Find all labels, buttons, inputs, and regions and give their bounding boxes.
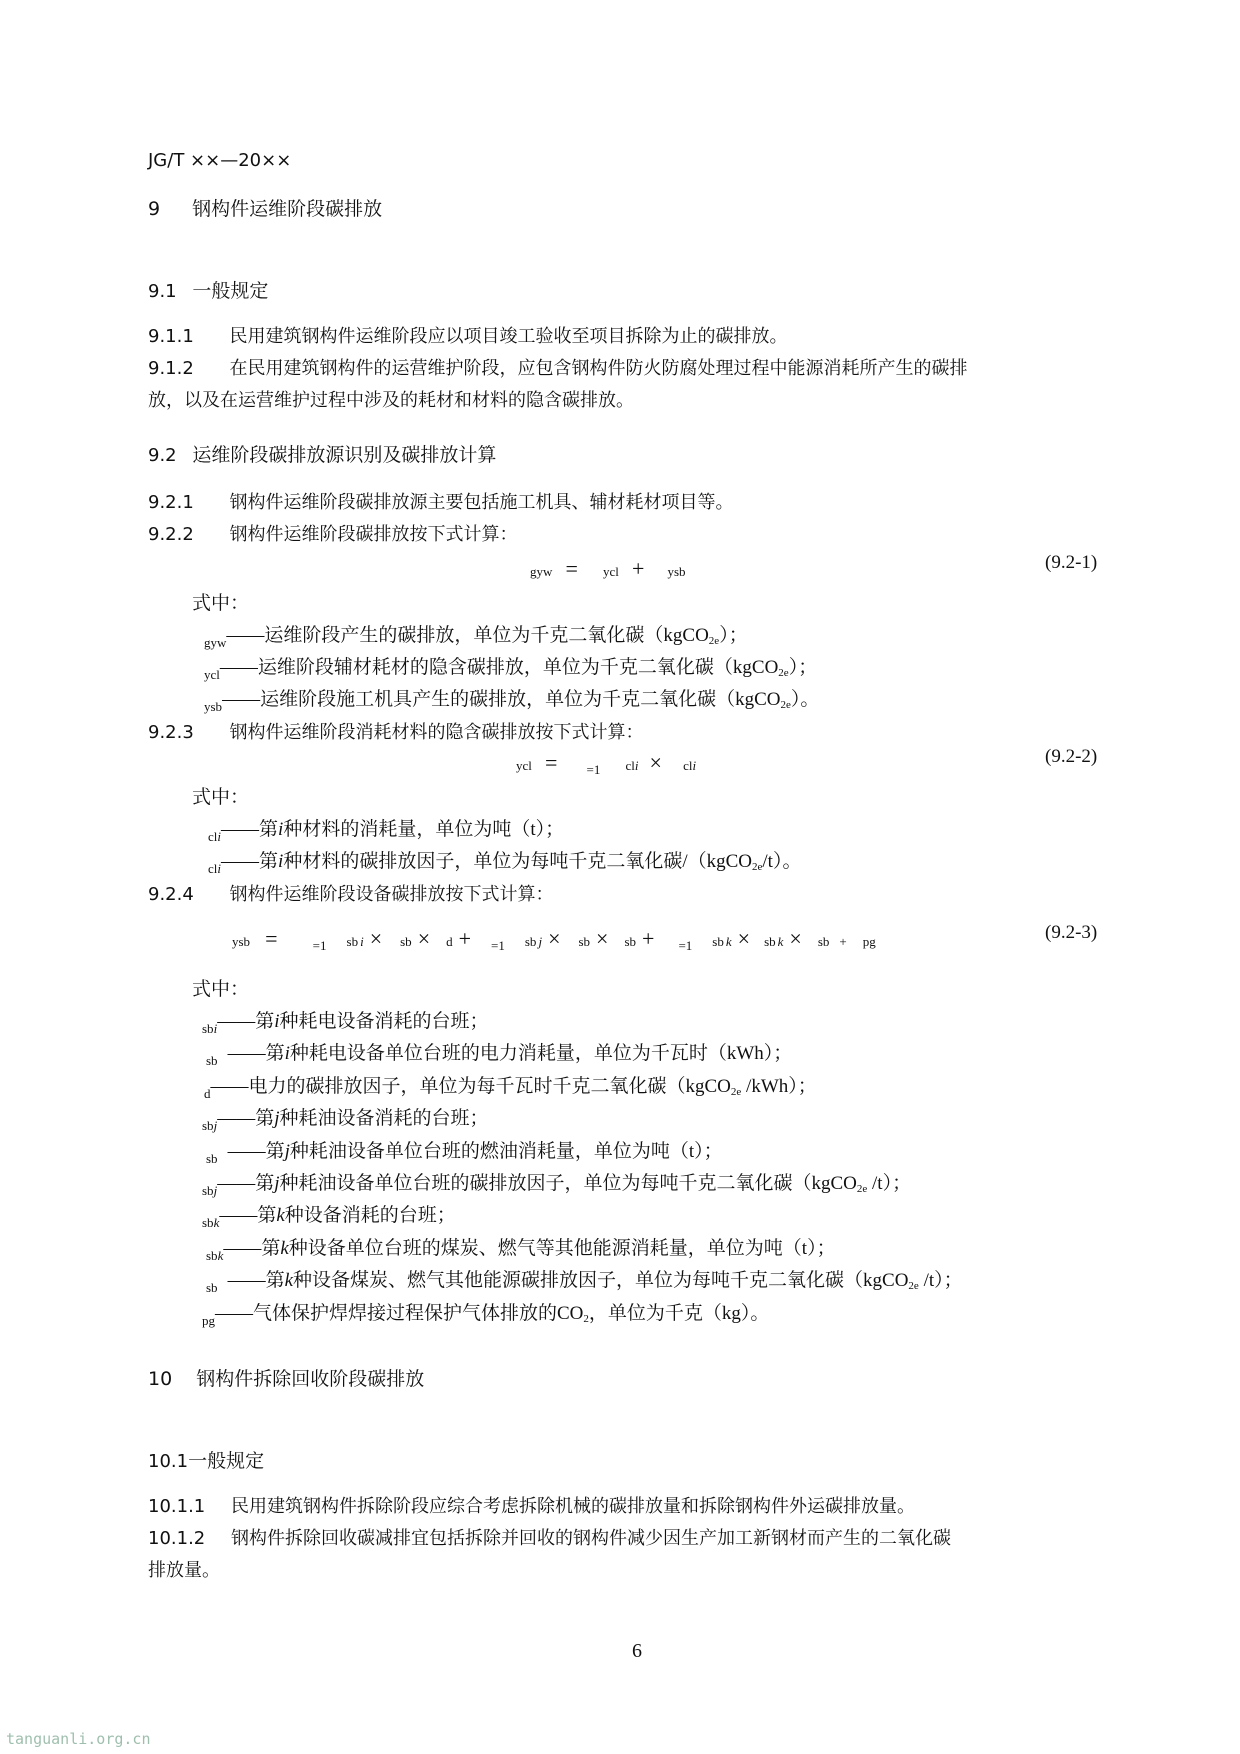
- clause-number: 9.1.1: [148, 326, 194, 347]
- def-dash: ——: [227, 1140, 266, 1162]
- def-symbol-index: k: [213, 1215, 220, 1231]
- equation-9-2-3: [232, 926, 876, 954]
- def-symbol-index: j: [213, 1118, 218, 1134]
- eq-equals: =: [565, 556, 578, 581]
- def-variable: j: [274, 1173, 280, 1194]
- def-text: 第: [265, 1270, 285, 1292]
- clause-9-1-2-cont: 放，以及在运营维护过程中涉及的耗材和材料的隐含碳排放。: [148, 390, 634, 411]
- definition-line: [204, 652, 817, 683]
- def-tail: ，单位为千克（kg）。: [588, 1302, 770, 1324]
- subsection-title: 一般规定: [192, 280, 269, 302]
- where-label: 式中：: [192, 978, 250, 1000]
- definition-line: [204, 1071, 817, 1102]
- eq-operator: ×: [369, 926, 383, 951]
- clause-text: 民用建筑钢构件运维阶段应以项目竣工验收至项目拆除为止的碳排放。: [229, 326, 788, 347]
- def-symbol-base: sb: [206, 1247, 218, 1263]
- def-subscript: 2e: [730, 1085, 742, 1098]
- def-symbol: ysb: [204, 699, 223, 714]
- def-symbol-base: cl: [208, 861, 218, 876]
- def-dash: ——: [210, 1075, 249, 1097]
- def-subscript: 2e: [752, 861, 763, 873]
- section-9-heading: [148, 194, 382, 221]
- def-variable: j: [284, 1140, 290, 1162]
- eq-term: d: [446, 934, 453, 949]
- eq-term: k: [777, 934, 784, 949]
- eq-factor-symbol: cl: [683, 758, 693, 773]
- def-symbol-base: d: [204, 1085, 211, 1101]
- def-text: 气体保护焊焊接过程保护气体排放的CO: [253, 1302, 584, 1324]
- def-tail: ）。: [790, 689, 820, 710]
- definition-line: [208, 814, 564, 845]
- def-subscript: 2e: [780, 699, 791, 711]
- clause-9-2-2: [148, 520, 518, 546]
- def-dash: ——: [215, 1302, 253, 1324]
- watermark: tanguanli.org.cn: [6, 1730, 151, 1748]
- definition-line: [208, 846, 801, 877]
- eq-term: sb: [712, 934, 724, 949]
- def-dash: ——: [217, 1108, 256, 1130]
- def-symbol-base: sb: [202, 1183, 214, 1198]
- def-symbol-index: i: [217, 861, 222, 876]
- definition-line: [202, 1200, 456, 1231]
- eq-term: ysb: [667, 564, 686, 579]
- definition-line: [202, 1006, 489, 1037]
- subsection-9-2-heading: [148, 440, 496, 467]
- def-text: 运维阶段产生的碳排放，单位为千克二氧化碳（kgCO: [264, 625, 709, 646]
- eq-term: ycl: [603, 564, 619, 579]
- definition-line: [206, 1265, 963, 1296]
- where-label: 式中：: [192, 592, 250, 614]
- def-text: 运维阶段施工机具产生的碳排放，单位为千克二氧化碳（kgCO: [260, 689, 781, 710]
- def-symbol: ycl: [204, 667, 220, 682]
- definition-line: [202, 1168, 911, 1199]
- clause-number: 9.1.2: [148, 358, 194, 379]
- def-text: 第: [265, 1043, 285, 1065]
- clause-9-1-1: [148, 322, 788, 348]
- def-symbol: [202, 1021, 217, 1036]
- eq-term: pg: [862, 934, 876, 949]
- eq-term: j: [538, 934, 543, 949]
- eq-term: sb: [524, 934, 537, 949]
- def-symbol-base: sb: [202, 1118, 214, 1134]
- eq-term: k: [725, 934, 732, 949]
- subsection-number: 10.1: [148, 1451, 189, 1472]
- def-text: 运维阶段辅材耗材的隐含碳排放，单位为千克二氧化碳（kgCO: [257, 657, 779, 678]
- eq-term: sb: [400, 934, 412, 949]
- def-symbol: [202, 1118, 217, 1133]
- clause-10-1-1: [148, 1492, 915, 1518]
- eq-operator: ×: [417, 926, 431, 951]
- eq-lhs: gyw: [530, 564, 553, 579]
- subsection-number: 9.1: [148, 281, 177, 302]
- def-dash: ——: [221, 851, 260, 872]
- section-title: 钢构件拆除回收阶段碳排放: [196, 1368, 425, 1390]
- def-tail: /kWh）；: [741, 1075, 817, 1097]
- def-symbol-base: sb: [206, 1150, 218, 1166]
- def-symbol: [208, 829, 221, 844]
- clause-10-1-2-cont: 排放量。: [148, 1560, 220, 1581]
- def-symbol-base: sb: [206, 1053, 218, 1069]
- definition-line: [204, 620, 748, 651]
- def-text: 种耗电设备单位台班的电力消耗量，单位为千瓦时（kWh）；: [289, 1043, 793, 1065]
- def-symbol: [206, 1280, 218, 1295]
- equation-number: (9.2-3): [1045, 922, 1098, 943]
- def-text: 电力的碳排放因子，单位为每千瓦时千克二氧化碳（kgCO: [248, 1075, 731, 1097]
- standard-code: JG/T ××—20××: [148, 150, 292, 171]
- def-text: 第: [255, 1108, 275, 1130]
- eq-operator: ×: [548, 926, 561, 951]
- clause-text: 钢构件运维阶段碳排放源主要包括施工机具、辅材耗材项目等。: [229, 492, 734, 513]
- def-variable: k: [276, 1205, 285, 1227]
- eq-operator: ×: [737, 926, 751, 951]
- definition-line: [206, 1038, 792, 1069]
- def-symbol-base: sb: [202, 1021, 214, 1036]
- def-text: 第: [257, 1205, 277, 1227]
- def-dash: ——: [219, 657, 258, 678]
- def-dash: ——: [219, 1205, 258, 1227]
- def-dash: ——: [227, 1270, 266, 1292]
- def-symbol-index: j: [213, 1183, 218, 1198]
- eq-term: =1: [312, 938, 327, 953]
- definition-line: [202, 1298, 769, 1329]
- eq-terms: [283, 926, 876, 954]
- eq-sum-index: =1: [586, 762, 601, 777]
- def-symbol: [202, 1183, 217, 1198]
- clause-text: 钢构件运维阶段设备碳排放按下式计算：: [229, 884, 554, 905]
- def-subscript: 2e: [708, 635, 720, 647]
- definition-line: [206, 1233, 836, 1264]
- def-symbol: [208, 861, 221, 876]
- def-variable: k: [280, 1237, 289, 1259]
- clause-number: 9.2.4: [148, 884, 194, 905]
- def-text: 种耗油设备消耗的台班；: [279, 1108, 489, 1130]
- def-text: 第: [261, 1237, 281, 1259]
- eq-term: sb: [764, 934, 776, 949]
- def-text: 第: [265, 1140, 285, 1162]
- eq-factor: [683, 758, 696, 774]
- section-number: 10: [148, 1368, 173, 1390]
- eq-times: ×: [649, 750, 662, 775]
- eq-lhs: ysb: [232, 934, 251, 949]
- def-text: 第: [259, 819, 279, 840]
- clause-number: 10.1.2: [148, 1528, 206, 1549]
- def-text: 种耗油设备单位台班的碳排放因子，单位为每吨千克二氧化碳（kgCO: [279, 1173, 857, 1194]
- equation-number: (9.2-1): [1045, 552, 1098, 573]
- def-text: 种设备煤炭、燃气其他能源碳排放因子，单位为每吨千克二氧化碳（kgCO: [293, 1270, 909, 1292]
- eq-factor-index: i: [692, 758, 697, 773]
- def-subscript: 2e: [778, 667, 789, 679]
- clause-9-1-2: [148, 354, 968, 380]
- definition-line: [204, 684, 819, 715]
- def-text: 第: [259, 851, 279, 872]
- eq-equals: =: [265, 926, 278, 951]
- clause-number: 9.2.2: [148, 524, 194, 545]
- eq-term: =1: [678, 938, 693, 953]
- clause-number: 9.2.1: [148, 492, 194, 513]
- equation-number: (9.2-2): [1045, 746, 1098, 767]
- clause-text: 在民用建筑钢构件的运营维护阶段，应包含钢构件防火防腐处理过程中能源消耗所产生的碳排: [229, 358, 968, 379]
- subsection-9-1-heading: [148, 276, 268, 303]
- def-tail: /t）；: [867, 1173, 912, 1194]
- subsection-title: 运维阶段碳排放源识别及碳排放计算: [192, 444, 497, 466]
- def-variable: i: [278, 851, 284, 872]
- def-symbol: [206, 1151, 218, 1166]
- eq-lhs: ycl: [516, 758, 532, 773]
- def-symbol: [202, 1313, 215, 1328]
- def-symbol-index: i: [217, 829, 222, 844]
- definition-line: [202, 1103, 489, 1134]
- subsection-10-1-heading: [148, 1446, 264, 1473]
- def-variable: i: [278, 819, 284, 840]
- eq-operator: +: [458, 926, 472, 951]
- eq-operator: +: [642, 926, 655, 951]
- def-dash: ——: [227, 1043, 266, 1065]
- clause-number: 10.1.1: [148, 1496, 206, 1517]
- def-text: 种耗油设备单位台班的燃油消耗量，单位为吨（t）；: [289, 1140, 723, 1162]
- def-subscript: 2e: [856, 1183, 868, 1195]
- eq-term: sb: [624, 934, 637, 949]
- eq-equals: =: [544, 750, 558, 775]
- clause-text: 民用建筑钢构件拆除阶段应综合考虑拆除机械的碳排放量和拆除钢构件外运碳排放量。: [231, 1496, 915, 1517]
- clause-10-1-2: [148, 1524, 951, 1550]
- def-symbol-base: sb: [202, 1215, 214, 1231]
- definition-line: [206, 1136, 723, 1167]
- clause-number: 9.2.3: [148, 722, 194, 743]
- def-text: 种材料的碳排放因子，单位为每吨千克二氧化碳/（kgCO: [283, 851, 752, 872]
- def-tail: /t）。: [762, 851, 802, 872]
- def-text: 种耗电设备消耗的台班；: [279, 1011, 489, 1032]
- def-text: 第: [255, 1173, 275, 1194]
- def-symbol-index: k: [217, 1247, 224, 1263]
- eq-term: sb: [578, 934, 591, 949]
- def-subscript: 2e: [908, 1280, 919, 1293]
- clause-9-2-3: [148, 718, 644, 744]
- def-variable: i: [284, 1043, 290, 1065]
- where-label: 式中：: [192, 786, 250, 808]
- eq-term: i: [360, 934, 364, 949]
- def-tail: ）；: [719, 625, 748, 646]
- eq-plus: +: [631, 556, 645, 581]
- eq-operator: ×: [789, 926, 802, 951]
- def-subscript: 2: [583, 1312, 589, 1325]
- def-tail: /t）；: [918, 1270, 963, 1292]
- def-symbol: gyw: [204, 635, 227, 650]
- def-variable: j: [274, 1108, 280, 1130]
- def-variable: i: [274, 1011, 280, 1032]
- def-dash: ——: [217, 1173, 256, 1194]
- eq-term: =1: [491, 938, 505, 953]
- clause-text: 钢构件拆除回收碳减排宜包括拆除并回收的钢构件减少因生产加工新钢材而产生的二氧化碳: [231, 1528, 951, 1549]
- def-dash: ——: [223, 1237, 262, 1259]
- eq-operator: ×: [596, 926, 609, 951]
- def-dash: ——: [217, 1011, 256, 1032]
- def-text: 种设备单位台班的煤炭、燃气等其他能源消耗量，单位为吨（t）；: [288, 1237, 836, 1259]
- def-symbol-base: cl: [208, 829, 218, 844]
- clause-9-2-4: [148, 880, 554, 906]
- def-dash: ——: [221, 819, 260, 840]
- def-dash: ——: [226, 625, 265, 646]
- equation-9-2-1: [530, 556, 686, 582]
- section-title: 钢构件运维阶段碳排放: [192, 198, 383, 220]
- def-text: 第: [255, 1011, 275, 1032]
- def-symbol: [206, 1053, 218, 1068]
- clause-text: 钢构件运维阶段消耗材料的隐含碳排放按下式计算：: [229, 722, 644, 743]
- def-tail: ）；: [788, 657, 818, 678]
- eq-factor-symbol: cl: [625, 758, 635, 773]
- eq-factor: [625, 758, 638, 774]
- section-10-heading: [148, 1364, 424, 1391]
- def-dash: ——: [222, 689, 261, 710]
- def-symbol-index: i: [213, 1021, 218, 1036]
- eq-operator: +: [839, 934, 847, 949]
- eq-term: sb: [346, 934, 359, 949]
- clause-text: 钢构件运维阶段碳排放按下式计算：: [229, 524, 518, 545]
- clause-9-2-1: [148, 488, 734, 514]
- equation-9-2-2: [516, 750, 696, 778]
- def-text: 种材料的消耗量，单位为吨（t）；: [283, 819, 565, 840]
- eq-term: sb: [817, 934, 830, 949]
- def-symbol-base: sb: [206, 1280, 218, 1296]
- page-number: 6: [632, 1640, 642, 1662]
- subsection-number: 9.2: [148, 445, 177, 466]
- def-symbol: [206, 1248, 223, 1263]
- subsection-title: 一般规定: [188, 1450, 265, 1472]
- def-symbol: [202, 1215, 219, 1230]
- def-variable: k: [284, 1270, 294, 1292]
- def-symbol-base: pg: [202, 1312, 215, 1328]
- section-number: 9: [148, 198, 161, 220]
- eq-factor-index: i: [634, 758, 639, 773]
- def-text: 种设备消耗的台班；: [284, 1205, 456, 1227]
